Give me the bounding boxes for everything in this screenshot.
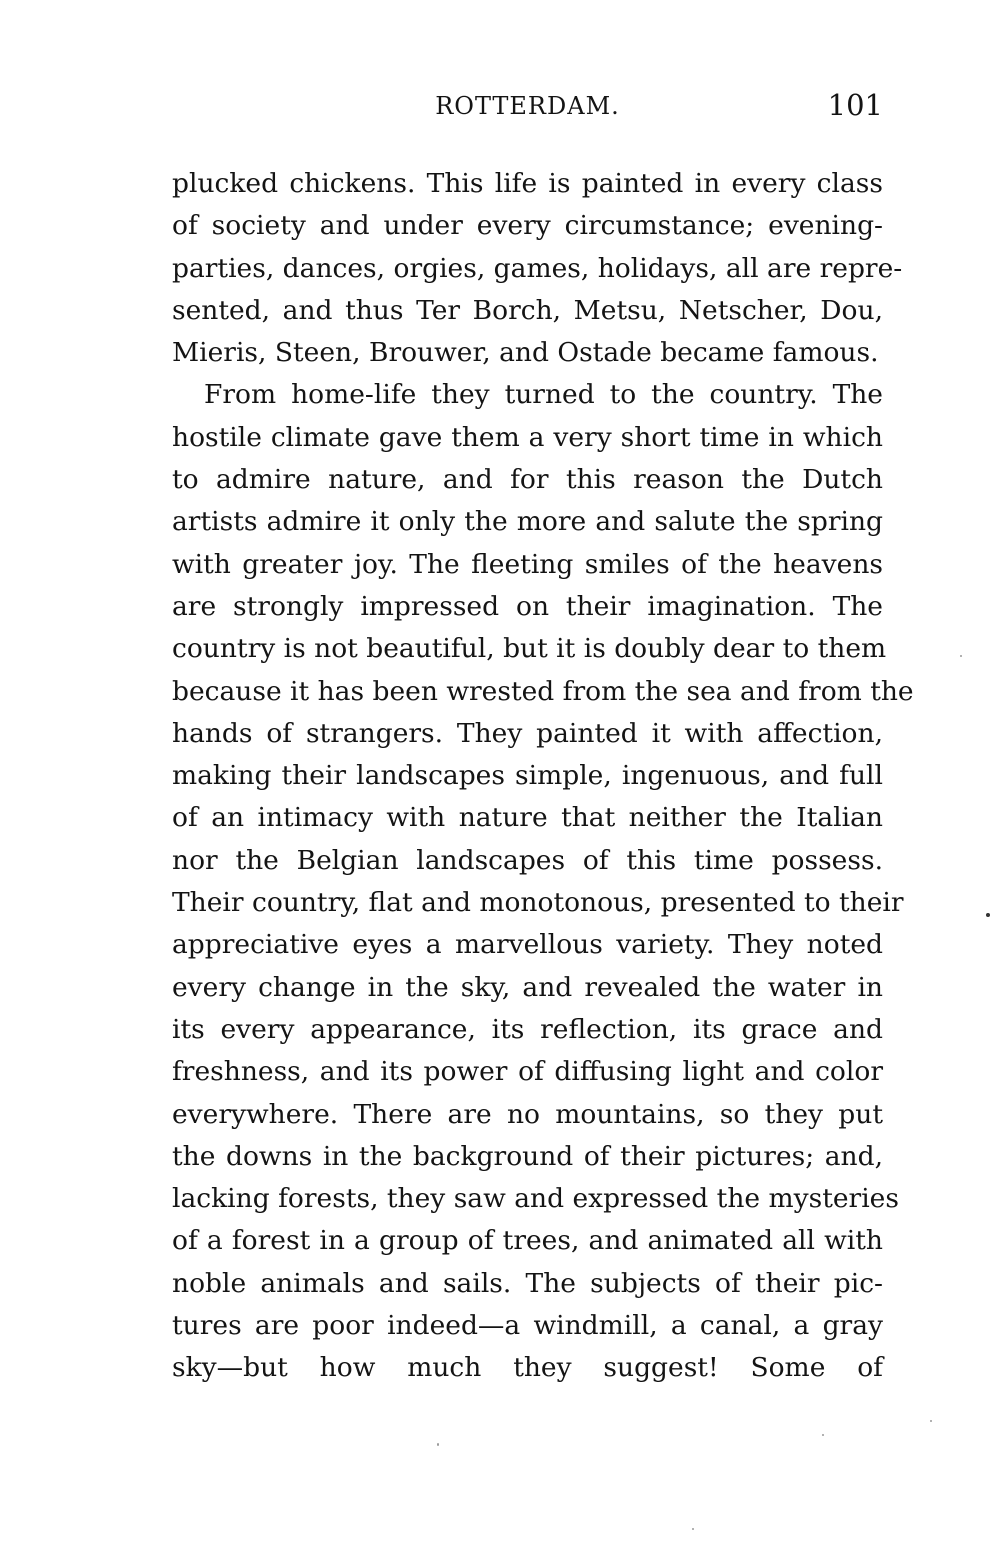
text-line: of an intimacy with nature that neither the Italian [172, 802, 883, 834]
text-line: noble animals and sails. The subjects of their pic- [172, 1267, 883, 1299]
text-line: Mieris, Steen, Brouwer, and Ostade became famous. [172, 337, 879, 369]
text-line: the downs in the background of their pictures; and, [172, 1140, 883, 1172]
text-line: every change in the sky, and revealed the water in [172, 971, 883, 1003]
text-line: Their country, flat and monotonous, presented to their [172, 887, 904, 919]
text-line: to admire nature, and for this reason the Dutch [172, 464, 883, 496]
text-line: parties, dances, orgies, games, holidays, all are repre- [172, 252, 903, 284]
scan-speck [960, 655, 962, 657]
text-line: freshness, and its power of diffusing light and color [172, 1056, 883, 1088]
text-line: because it has been wrested from the sea and from the [172, 675, 914, 707]
scan-speck [986, 913, 990, 917]
text-line: artists admire it only the more and salute the spring [172, 506, 883, 538]
body-text [172, 163, 914, 1390]
text-line: From home-life they turned to the country. The [204, 379, 883, 411]
text-line: are strongly impressed on their imagination. The [172, 590, 883, 622]
text-line: hostile climate gave them a very short time in which [172, 421, 883, 453]
text-line: of society and under every circumstance; evening- [172, 210, 883, 242]
text-line: sented, and thus Ter Borch, Metsu, Netscher, Dou, [172, 294, 883, 326]
page-header [172, 88, 883, 128]
text-line: with greater joy. The fleeting smiles of the heavens [172, 548, 883, 580]
text-line: of a forest in a group of trees, and animated all with [172, 1225, 883, 1257]
text-line: plucked chickens. This life is painted in every class [172, 168, 883, 199]
text-line: hands of strangers. They painted it with affection, [172, 717, 883, 749]
scan-speck [822, 1434, 824, 1436]
text-line: its every appearance, its reflection, its grace and [172, 1013, 883, 1045]
text-line: nor the Belgian landscapes of this time possess. [172, 844, 883, 876]
scan-speck [692, 1528, 694, 1530]
scan-speck [437, 1443, 439, 1446]
text-line: everywhere. There are no mountains, so they put [172, 1098, 883, 1130]
running-title: ROTTERDAM. [435, 92, 620, 120]
scan-speck [930, 1420, 932, 1422]
text-line: country is not beautiful, but it is doubly dear to them [172, 633, 887, 665]
page-number: 101 [827, 88, 883, 122]
text-line: sky—but how much they suggest! Some of [172, 1352, 883, 1384]
text-line: making their landscapes simple, ingenuous, and full [172, 760, 883, 792]
text-line: tures are poor indeed—a windmill, a canal, a gray [172, 1310, 883, 1342]
text-line: lacking forests, they saw and expressed the mysteries [172, 1183, 899, 1215]
text-line: appreciative eyes a marvellous variety. They noted [172, 929, 883, 961]
